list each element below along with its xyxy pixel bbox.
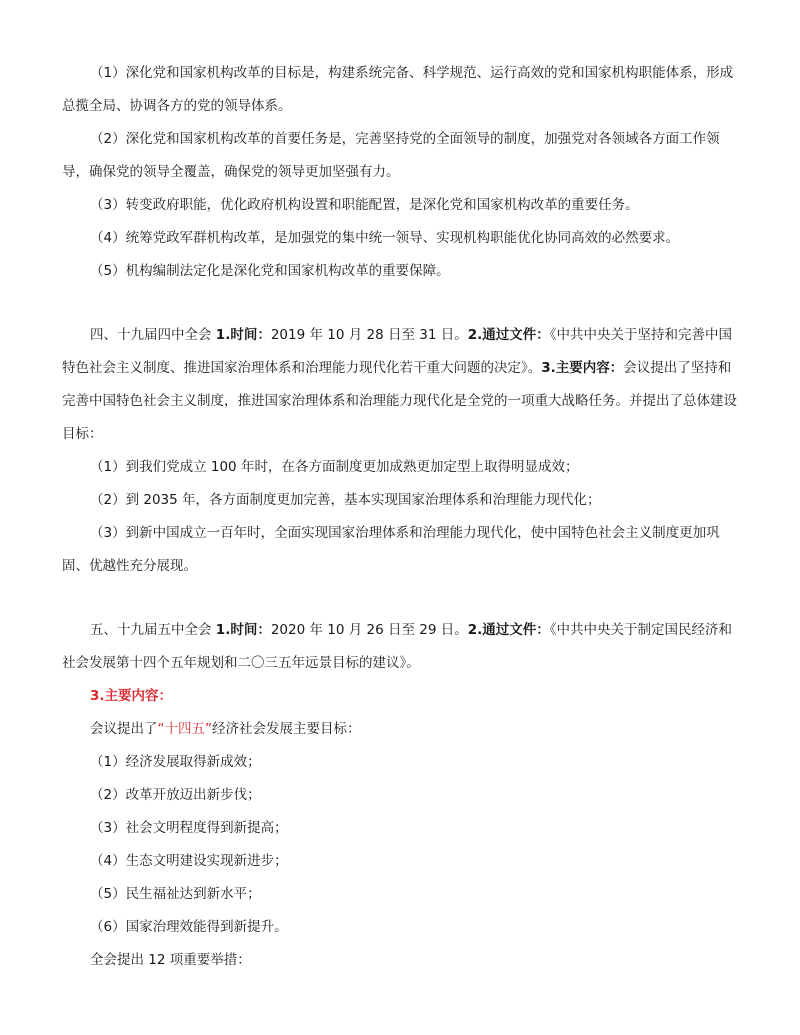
- time-label: 1.时间：: [215, 327, 271, 343]
- content-label-highlight: 3.主要内容：: [90, 688, 173, 704]
- goal-item: （1）经济发展取得新成效；: [90, 754, 261, 770]
- paragraph-item: （4）统筹党政军群机构改革，是加强党的集中统一领导、实现机构职能优化协同高效的必然要求。: [90, 230, 680, 246]
- section-heading: 四、十九届四中全会: [90, 327, 216, 343]
- time-label: 1.时间：: [215, 622, 271, 638]
- goal-item: （3）社会文明程度得到新提高；: [90, 820, 288, 836]
- closing-line: 全会提出 12 项重要举措：: [90, 952, 251, 968]
- document-label: 2.通过文件：: [467, 622, 550, 638]
- goal-item: （5）民生福祉达到新水平；: [90, 886, 261, 902]
- section-heading: 五、十九届五中全会: [90, 622, 216, 638]
- document-value: 《中共中央关于制定国民经济和社会发展第十四个五年规划和二〇三五年远景目标的建议》。: [62, 622, 733, 671]
- content-label: 3.主要内容：: [541, 360, 624, 376]
- intro-highlight: “十四五”: [157, 721, 212, 737]
- document-label: 2.通过文件：: [467, 327, 550, 343]
- intro-before: 会议提出了: [90, 721, 158, 737]
- section-four-paragraph: [62, 319, 738, 451]
- goal-item: （2）改革开放迈出新步伐；: [90, 787, 261, 803]
- goal-item: （4）生态文明建设实现新进步；: [90, 853, 288, 869]
- paragraph-gap: [62, 288, 738, 319]
- document-value: 《中共中央关于坚持和完善中国特色社会主义制度、推进国家治理体系和治理能力现代化若干重大问题的决定》。: [62, 327, 733, 376]
- paragraph-item: （5）机构编制法定化是深化党和国家机构改革的重要保障。: [90, 263, 450, 279]
- intro-paragraph: [62, 713, 738, 746]
- time-value: 2020 年 10 月 26 日至 29 日。: [270, 622, 468, 638]
- goal-item: （2）到 2035 年，各方面制度更加完善，基本实现国家治理体系和治理能力现代化；: [90, 492, 601, 508]
- goal-item: （3）到新中国成立一百年时，全面实现国家治理体系和治理能力现代化，使中国特色社会主义制度更加巩固、优越性充分展现。: [62, 525, 720, 574]
- paragraph-item: （1）深化党和国家机构改革的目标是，构建系统完备、科学规范、运行高效的党和国家机构职能体系，形成总揽全局、协调各方的党的领导体系。: [62, 65, 734, 114]
- content-value: 会议提出了坚持和完善中国特色社会主义制度，推进国家治理体系和治理能力现代化是全党的一项重大战略任务。并提出了总体建设目标：: [62, 360, 737, 442]
- paragraph-item: （2）深化党和国家机构改革的首要任务是，完善坚持党的全面领导的制度，加强党对各领域各方面工作领导，确保党的领导全覆盖，确保党的领导更加坚强有力。: [62, 131, 720, 180]
- goal-item: （6）国家治理效能得到新提升。: [90, 919, 288, 935]
- section-five-paragraph: [62, 614, 738, 680]
- paragraph-gap: [62, 583, 738, 614]
- paragraph-item: （3）转变政府职能，优化政府机构设置和职能配置，是深化党和国家机构改革的重要任务。: [90, 197, 639, 213]
- time-value: 2019 年 10 月 28 日至 31 日。: [270, 327, 468, 343]
- intro-after: 经济社会发展主要目标：: [212, 721, 361, 737]
- goal-item: （1）到我们党成立 100 年时，在各方面制度更加成熟更加定型上取得明显成效；: [90, 459, 579, 475]
